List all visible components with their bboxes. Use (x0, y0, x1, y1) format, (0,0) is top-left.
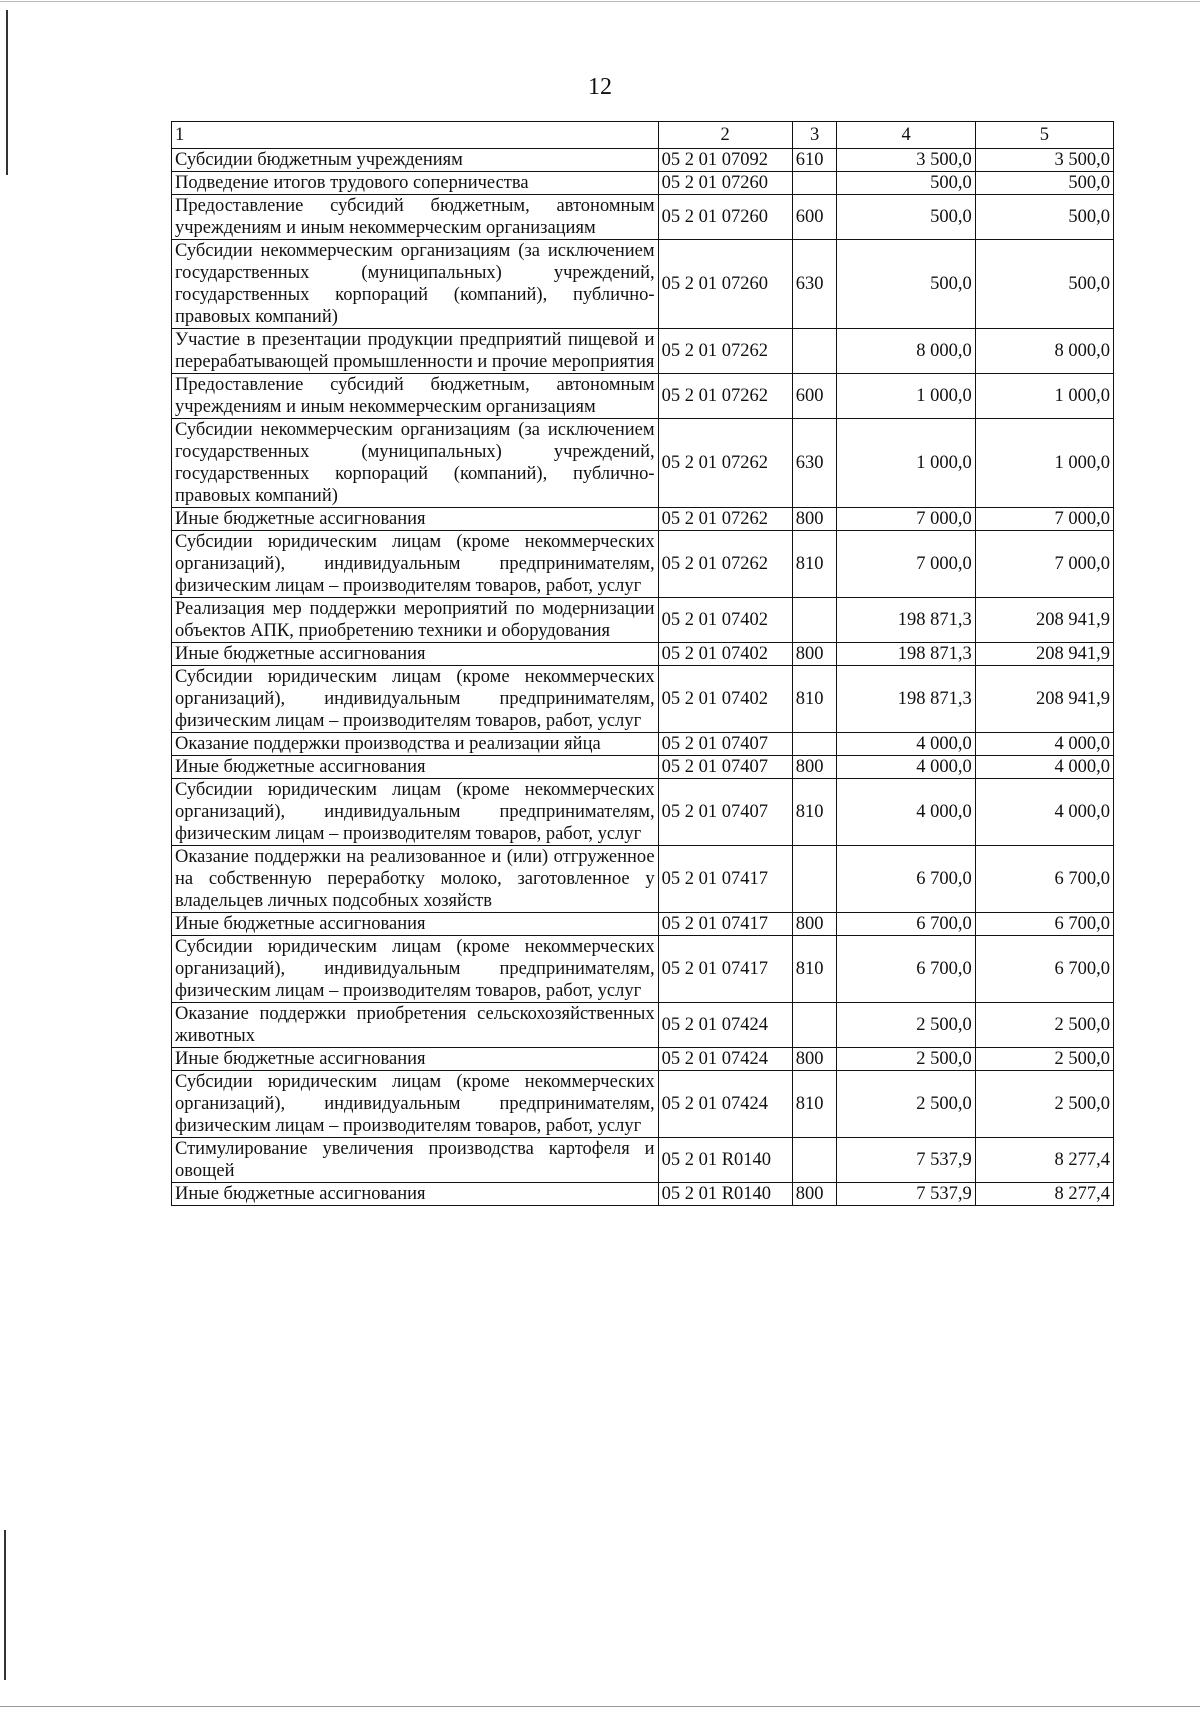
row-year1-amount-cell: 6 700,0 (837, 936, 975, 1003)
row-year2-amount-cell: 8 277,4 (975, 1183, 1113, 1206)
row-name-cell: Субсидии некоммерческим организациям (за исключением государственных (муниципальных) учреждений, государственных корпораций (компаний), публично-правовых компаний) (172, 419, 659, 508)
row-name-cell: Субсидии юридическим лицам (кроме некоммерческих организаций), индивидуальным предпринимателям, физическим лицам – производителям товаров, работ, услуг (172, 666, 659, 733)
header-col-5: 5 (975, 122, 1113, 149)
row-name-cell: Субсидии юридическим лицам (кроме некоммерческих организаций), индивидуальным предпринимателям, физическим лицам – производителям товаров, работ, услуг (172, 936, 659, 1003)
table-row (172, 756, 1114, 779)
table-row (172, 1048, 1114, 1071)
row-year2-amount-cell: 2 500,0 (975, 1048, 1113, 1071)
row-code-cell: 05 2 01 07092 (658, 149, 792, 172)
row-code-cell: 05 2 01 07260 (658, 195, 792, 240)
row-expense-type-cell (792, 598, 837, 643)
row-code-cell: 05 2 01 07262 (658, 508, 792, 531)
table-row (172, 329, 1114, 374)
row-name-cell: Иные бюджетные ассигнования (172, 643, 659, 666)
row-name-cell: Участие в презентации продукции предприятий пищевой и перерабатывающей промышленности и прочие мероприятия (172, 329, 659, 374)
row-year2-amount-cell: 4 000,0 (975, 756, 1113, 779)
budget-table (171, 121, 1114, 1206)
row-year1-amount-cell: 2 500,0 (837, 1003, 975, 1048)
row-code-cell: 05 2 01 07260 (658, 240, 792, 329)
row-code-cell: 05 2 01 07424 (658, 1048, 792, 1071)
header-col-2: 2 (658, 122, 792, 149)
row-year1-amount-cell: 2 500,0 (837, 1048, 975, 1071)
table-row (172, 240, 1114, 329)
row-name-cell: Иные бюджетные ассигнования (172, 1183, 659, 1206)
row-name-cell: Подведение итогов трудового соперничества (172, 172, 659, 195)
row-name-cell: Иные бюджетные ассигнования (172, 913, 659, 936)
row-name-cell: Реализация мер поддержки мероприятий по модернизации объектов АПК, приобретению техники и оборудования (172, 598, 659, 643)
row-expense-type-cell: 810 (792, 531, 837, 598)
row-name-cell: Иные бюджетные ассигнования (172, 508, 659, 531)
table-row (172, 195, 1114, 240)
row-code-cell: 05 2 01 07407 (658, 779, 792, 846)
row-expense-type-cell (792, 1003, 837, 1048)
row-year1-amount-cell: 2 500,0 (837, 1071, 975, 1138)
row-year1-amount-cell: 500,0 (837, 172, 975, 195)
row-expense-type-cell: 800 (792, 643, 837, 666)
table-row (172, 531, 1114, 598)
table-row (172, 508, 1114, 531)
row-year2-amount-cell: 500,0 (975, 195, 1113, 240)
table-row (172, 419, 1114, 508)
row-expense-type-cell: 600 (792, 195, 837, 240)
row-year1-amount-cell: 198 871,3 (837, 643, 975, 666)
row-name-cell: Субсидии бюджетным учреждениям (172, 149, 659, 172)
row-year2-amount-cell: 500,0 (975, 172, 1113, 195)
row-expense-type-cell: 810 (792, 1071, 837, 1138)
row-expense-type-cell: 800 (792, 756, 837, 779)
row-year2-amount-cell: 2 500,0 (975, 1071, 1113, 1138)
row-expense-type-cell (792, 329, 837, 374)
row-year1-amount-cell: 6 700,0 (837, 846, 975, 913)
row-code-cell: 05 2 01 07417 (658, 936, 792, 1003)
table-row (172, 172, 1114, 195)
row-year2-amount-cell: 7 000,0 (975, 508, 1113, 531)
row-expense-type-cell (792, 1138, 837, 1183)
row-year2-amount-cell: 8 277,4 (975, 1138, 1113, 1183)
row-year2-amount-cell: 3 500,0 (975, 149, 1113, 172)
row-year1-amount-cell: 198 871,3 (837, 666, 975, 733)
scan-top-edge (0, 1, 1200, 2)
row-expense-type-cell: 800 (792, 1048, 837, 1071)
row-year2-amount-cell: 208 941,9 (975, 666, 1113, 733)
table-row (172, 1071, 1114, 1138)
row-code-cell: 05 2 01 07262 (658, 419, 792, 508)
row-code-cell: 05 2 01 07260 (658, 172, 792, 195)
row-year2-amount-cell: 1 000,0 (975, 374, 1113, 419)
row-expense-type-cell: 810 (792, 779, 837, 846)
row-expense-type-cell: 810 (792, 666, 837, 733)
row-name-cell: Субсидии юридическим лицам (кроме некоммерческих организаций), индивидуальным предпринимателям, физическим лицам – производителям товаров, работ, услуг (172, 531, 659, 598)
row-year2-amount-cell: 6 700,0 (975, 913, 1113, 936)
row-expense-type-cell: 610 (792, 149, 837, 172)
row-expense-type-cell: 800 (792, 508, 837, 531)
row-code-cell: 05 2 01 07424 (658, 1071, 792, 1138)
row-code-cell: 05 2 01 07407 (658, 756, 792, 779)
table-row (172, 598, 1114, 643)
header-col-3: 3 (792, 122, 837, 149)
row-year2-amount-cell: 6 700,0 (975, 846, 1113, 913)
row-name-cell: Субсидии юридическим лицам (кроме некоммерческих организаций), индивидуальным предпринимателям, физическим лицам – производителям товаров, работ, услуг (172, 779, 659, 846)
row-code-cell: 05 2 01 07402 (658, 666, 792, 733)
row-code-cell: 05 2 01 07402 (658, 598, 792, 643)
row-expense-type-cell: 800 (792, 913, 837, 936)
row-expense-type-cell (792, 172, 837, 195)
table-row (172, 666, 1114, 733)
table-header-row (172, 122, 1114, 149)
row-year1-amount-cell: 7 000,0 (837, 531, 975, 598)
row-year2-amount-cell: 208 941,9 (975, 598, 1113, 643)
row-code-cell: 05 2 01 R0140 (658, 1183, 792, 1206)
row-code-cell: 05 2 01 07262 (658, 374, 792, 419)
row-year1-amount-cell: 7 000,0 (837, 508, 975, 531)
table-row (172, 733, 1114, 756)
row-expense-type-cell: 800 (792, 1183, 837, 1206)
row-expense-type-cell (792, 846, 837, 913)
row-code-cell: 05 2 01 07402 (658, 643, 792, 666)
table-row (172, 643, 1114, 666)
row-code-cell: 05 2 01 07417 (658, 846, 792, 913)
row-year2-amount-cell: 500,0 (975, 240, 1113, 329)
table-row (172, 1003, 1114, 1048)
row-year2-amount-cell: 1 000,0 (975, 419, 1113, 508)
row-year1-amount-cell: 8 000,0 (837, 329, 975, 374)
row-year2-amount-cell: 8 000,0 (975, 329, 1113, 374)
row-year2-amount-cell: 208 941,9 (975, 643, 1113, 666)
row-expense-type-cell: 630 (792, 419, 837, 508)
row-year1-amount-cell: 1 000,0 (837, 419, 975, 508)
row-code-cell: 05 2 01 07262 (658, 329, 792, 374)
row-name-cell: Предоставление субсидий бюджетным, автономным учреждениям и иным некоммерческим организациям (172, 195, 659, 240)
header-col-4: 4 (837, 122, 975, 149)
row-year2-amount-cell: 2 500,0 (975, 1003, 1113, 1048)
row-year2-amount-cell: 4 000,0 (975, 779, 1113, 846)
table-row (172, 779, 1114, 846)
row-name-cell: Субсидии юридическим лицам (кроме некоммерческих организаций), индивидуальным предпринимателям, физическим лицам – производителям товаров, работ, услуг (172, 1071, 659, 1138)
row-year1-amount-cell: 198 871,3 (837, 598, 975, 643)
row-year1-amount-cell: 500,0 (837, 195, 975, 240)
row-expense-type-cell (792, 733, 837, 756)
row-code-cell: 05 2 01 07417 (658, 913, 792, 936)
row-name-cell: Субсидии некоммерческим организациям (за исключением государственных (муниципальных) учреждений, государственных корпораций (компаний), публично-правовых компаний) (172, 240, 659, 329)
scan-bottom-edge (0, 1706, 1200, 1707)
row-year1-amount-cell: 3 500,0 (837, 149, 975, 172)
page-number: 12 (588, 74, 612, 100)
row-name-cell: Иные бюджетные ассигнования (172, 1048, 659, 1071)
row-code-cell: 05 2 01 07407 (658, 733, 792, 756)
header-col-1: 1 (172, 122, 659, 149)
row-expense-type-cell: 630 (792, 240, 837, 329)
row-name-cell: Стимулирование увеличения производства картофеля и овощей (172, 1138, 659, 1183)
row-code-cell: 05 2 01 R0140 (658, 1138, 792, 1183)
table-row (172, 846, 1114, 913)
row-expense-type-cell: 600 (792, 374, 837, 419)
row-expense-type-cell: 810 (792, 936, 837, 1003)
table-row (172, 1138, 1114, 1183)
row-year1-amount-cell: 4 000,0 (837, 779, 975, 846)
row-name-cell: Оказание поддержки производства и реализации яйца (172, 733, 659, 756)
row-year2-amount-cell: 6 700,0 (975, 936, 1113, 1003)
table-row (172, 936, 1114, 1003)
row-year1-amount-cell: 7 537,9 (837, 1183, 975, 1206)
table-row (172, 1183, 1114, 1206)
row-name-cell: Оказание поддержки приобретения сельскохозяйственных животных (172, 1003, 659, 1048)
row-name-cell: Оказание поддержки на реализованное и (или) отгруженное на собственную переработку молоко, заготовленное у владельцев личных подсобных хозяйств (172, 846, 659, 913)
table-row (172, 374, 1114, 419)
row-name-cell: Иные бюджетные ассигнования (172, 756, 659, 779)
row-year2-amount-cell: 7 000,0 (975, 531, 1113, 598)
row-year1-amount-cell: 6 700,0 (837, 913, 975, 936)
row-year1-amount-cell: 7 537,9 (837, 1138, 975, 1183)
row-year2-amount-cell: 4 000,0 (975, 733, 1113, 756)
row-year1-amount-cell: 500,0 (837, 240, 975, 329)
row-name-cell: Предоставление субсидий бюджетным, автономным учреждениям и иным некоммерческим организациям (172, 374, 659, 419)
table-row (172, 913, 1114, 936)
scan-left-mark-lower (4, 1530, 6, 1680)
table-row (172, 149, 1114, 172)
row-year1-amount-cell: 4 000,0 (837, 733, 975, 756)
row-year1-amount-cell: 1 000,0 (837, 374, 975, 419)
row-code-cell: 05 2 01 07262 (658, 531, 792, 598)
row-code-cell: 05 2 01 07424 (658, 1003, 792, 1048)
row-year1-amount-cell: 4 000,0 (837, 756, 975, 779)
